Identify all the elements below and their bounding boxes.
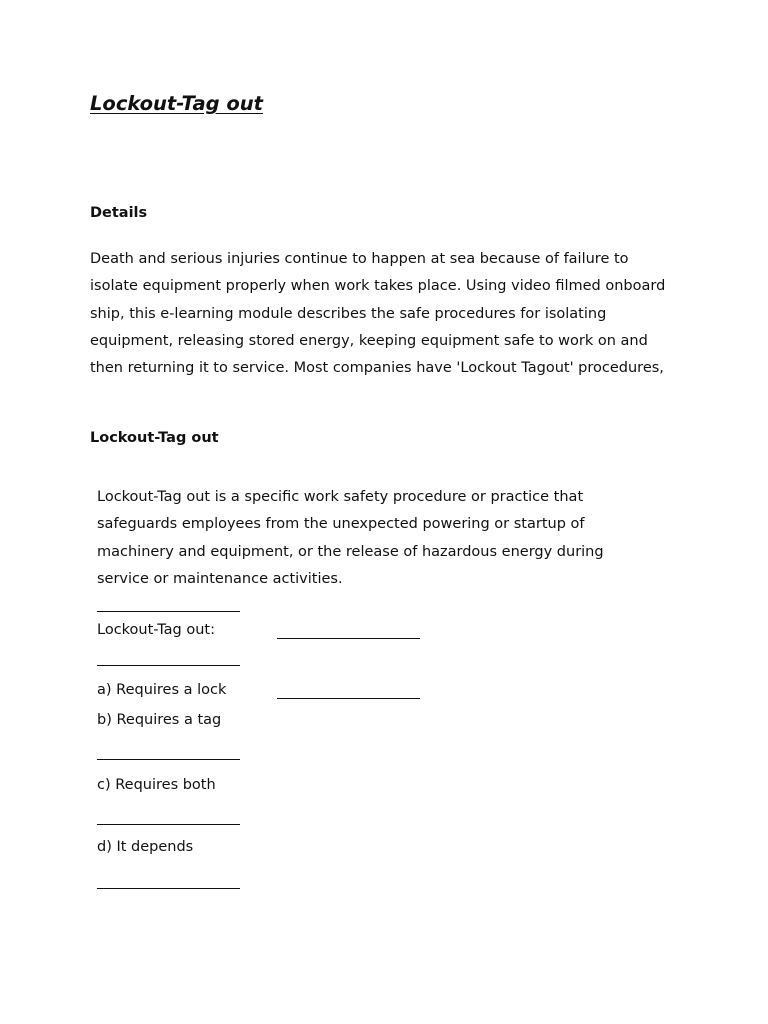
option-d: d) It depends — [97, 839, 194, 855]
answer-blank-line — [97, 611, 240, 612]
question-label: Lockout-Tag out: — [97, 622, 215, 638]
option-a: a) Requires a lock — [97, 682, 227, 698]
answer-blank-line — [97, 888, 240, 889]
details-heading: Details — [90, 205, 148, 221]
answer-blank-line — [97, 824, 240, 825]
answer-blank-line — [277, 638, 420, 639]
details-paragraph: Death and serious injuries continue to happen at sea because of failure to isolate equipment properly when work takes place. Using video filmed onboard ship, this e-learning module describes the safe procedures for isolating equipment, releasing stored energy, keeping equipment safe to work on and then returning it to service. Most companies have 'Lockout Tagout' procedures, — [90, 251, 666, 377]
answer-blank-line — [277, 698, 420, 699]
option-b: b) Requires a tag — [97, 712, 222, 728]
section-paragraph: Lockout-Tag out is a specific work safety procedure or practice that safeguards employees from the unexpected powering or startup of machinery and equipment, or the release of hazardous energy during service or maintenance activities. — [97, 489, 604, 587]
document-title: Lockout-Tag out — [90, 92, 263, 115]
answer-blank-line — [97, 759, 240, 760]
section-heading: Lockout-Tag out — [90, 430, 219, 446]
option-c: c) Requires both — [97, 777, 216, 793]
answer-blank-line — [97, 665, 240, 666]
